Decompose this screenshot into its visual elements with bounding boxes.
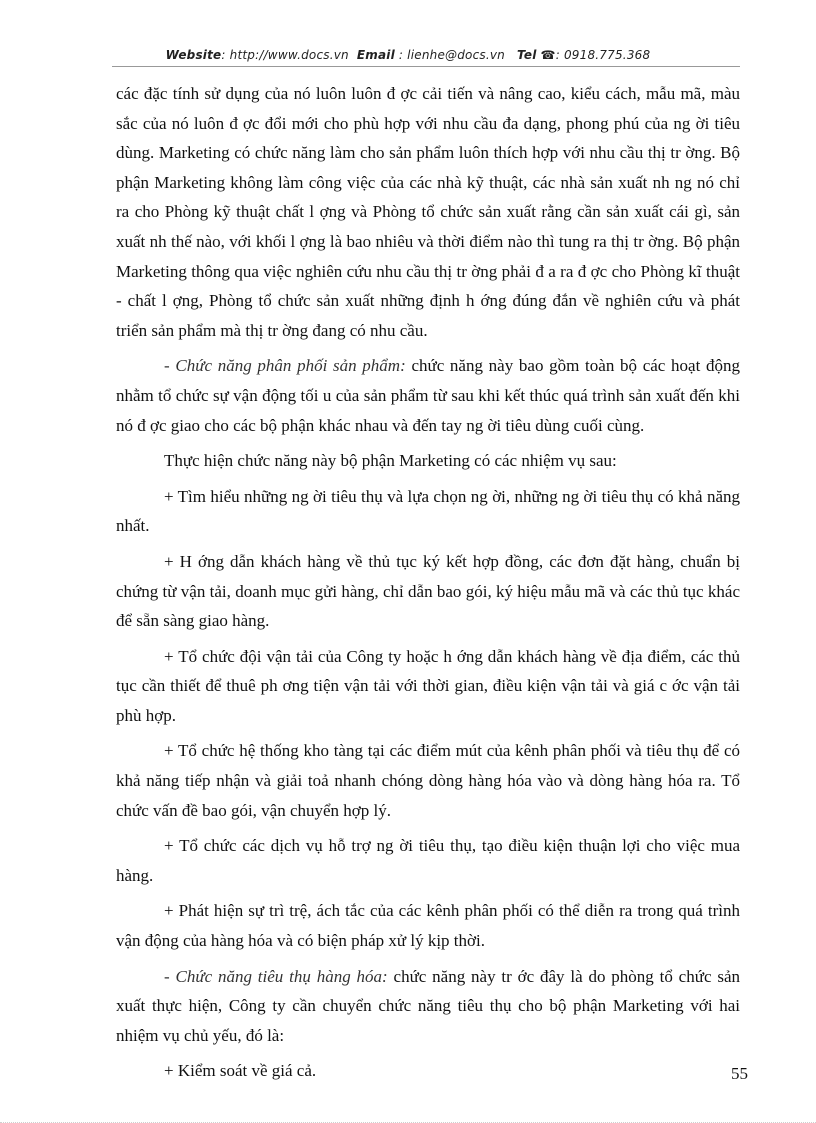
list-item: + Kiểm soát về giá cả. (164, 1061, 317, 1081)
tel-number: : 0918.775.368 (555, 48, 651, 62)
paragraph-marketing-product: các đặc tính sử dụng của nó luôn luôn đ ợc cải tiến và nâng cao, kiểu cách, mẫu mã, màu sắc của nó luôn đ ợc đổi mới cho phù hợp với nhu cầu đa dạng, phong phú của ng ời tiêu dùng. Marketing có chức năng làm cho sản phẩm luôn thích hợp với nhu cầu thị tr ờng. Bộ phận Marketing không làm công việc của các nhà kỹ thuật, các nhà sản xuất nh ng nó chỉ ra cho Phòng kỹ thuật chất l ợng và Phòng tổ chức sản xuất rằng cần sản xuất cái gì, sản xuất nh thế nào, với khối l ợng là bao nhiêu và thời điểm nào thì tung ra thị tr ờng. Bộ phận Marketing thông qua việc nghiên cứu nhu cầu thị tr ờng phải đ a ra đ ợc cho Phòng kĩ thuật - chất l ợng, Phòng tổ chức sản xuất những định h ớng đúng đắn về nghiên cứu và phát triển sản phẩm mà thị tr ờng đang có nhu cầu. (116, 84, 740, 340)
list-item: + Tìm hiểu những ng ời tiêu thụ và lựa chọn ng ời, những ng ời tiêu thụ có khả năng nhất. (116, 486, 740, 536)
website-url[interactable]: : http://www.docs.vn (221, 48, 349, 62)
list-item: + H ớng dẫn khách hàng về thủ tục ký kết hợp đồng, các đơn đặt hàng, chuẩn bị chứng từ vận tải, doanh mục gửi hàng, chỉ dẫn bao gói, ký hiệu mẫu mã và các thủ tục khác để sẵn sàng giao hàng. (116, 551, 740, 631)
paragraph-sales-function: - Chức năng tiêu thụ hàng hóa: chức năng này tr ớc đây là do phòng tổ chức sản xuất thực hiện, Công ty cần chuyển chức năng tiêu thụ cho bộ phận Marketing với hai nhiệm vụ chủ yếu, đó là: (116, 966, 740, 1045)
section-lead-distribution: - Chức năng phân phối sản phẩm: (164, 356, 406, 376)
tel-label: Tel (517, 48, 537, 62)
list-item: + Tổ chức hệ thống kho tàng tại các điểm mút của kênh phân phối và tiêu thụ để có khả năng tiếp nhận và giải toả nhanh chóng dòng hàng hóa vào và dòng hàng hóa ra. Tổ chức vấn đề bao gói, vận chuyển hợp lý. (116, 741, 740, 820)
email-label: Email (356, 48, 395, 62)
website-label: Website (165, 48, 222, 62)
list-item: + Phát hiện sự trì trệ, ách tắc của các kênh phân phối có thể diễn ra trong quá trình vận động của hàng hóa và có biện pháp xử lý kịp thời. (116, 901, 740, 951)
page-number: 55 (731, 1064, 748, 1083)
paragraph-distribution-function: - Chức năng phân phối sản phẩm: chức năng này bao gồm toàn bộ các hoạt động nhằm tổ chức sự vận động tối u của sản phẩm từ sau khi kết thúc quá trình sản xuất đến khi nó đ ợc giao cho các bộ phận khác nhau và đến tay ng ời tiêu dùng cuối cùng. (116, 356, 740, 435)
header-divider (112, 66, 740, 67)
document-body (116, 79, 740, 1086)
email-address[interactable]: : lienhe@docs.vn (398, 48, 505, 62)
paragraph-tasks-intro: Thực hiện chức năng này bộ phận Marketing có các nhiệm vụ sau: (164, 451, 617, 471)
section-lead-sales: - Chức năng tiêu thụ hàng hóa: (164, 966, 388, 986)
list-item: + Tổ chức đội vận tải của Công ty hoặc h ớng dẫn khách hàng về địa điểm, các thủ tục cần thiết để thuê ph ơng tiện vận tải với thời gian, điều kiện vận tải và giá c ớc vận tải phù hợp. (116, 646, 740, 725)
phone-icon: ☎ (540, 48, 556, 62)
list-item: + Tổ chức các dịch vụ hỗ trợ ng ời tiêu thụ, tạo điều kiện thuận lợi cho việc mua hàng. (116, 836, 740, 885)
page-header (0, 48, 816, 62)
